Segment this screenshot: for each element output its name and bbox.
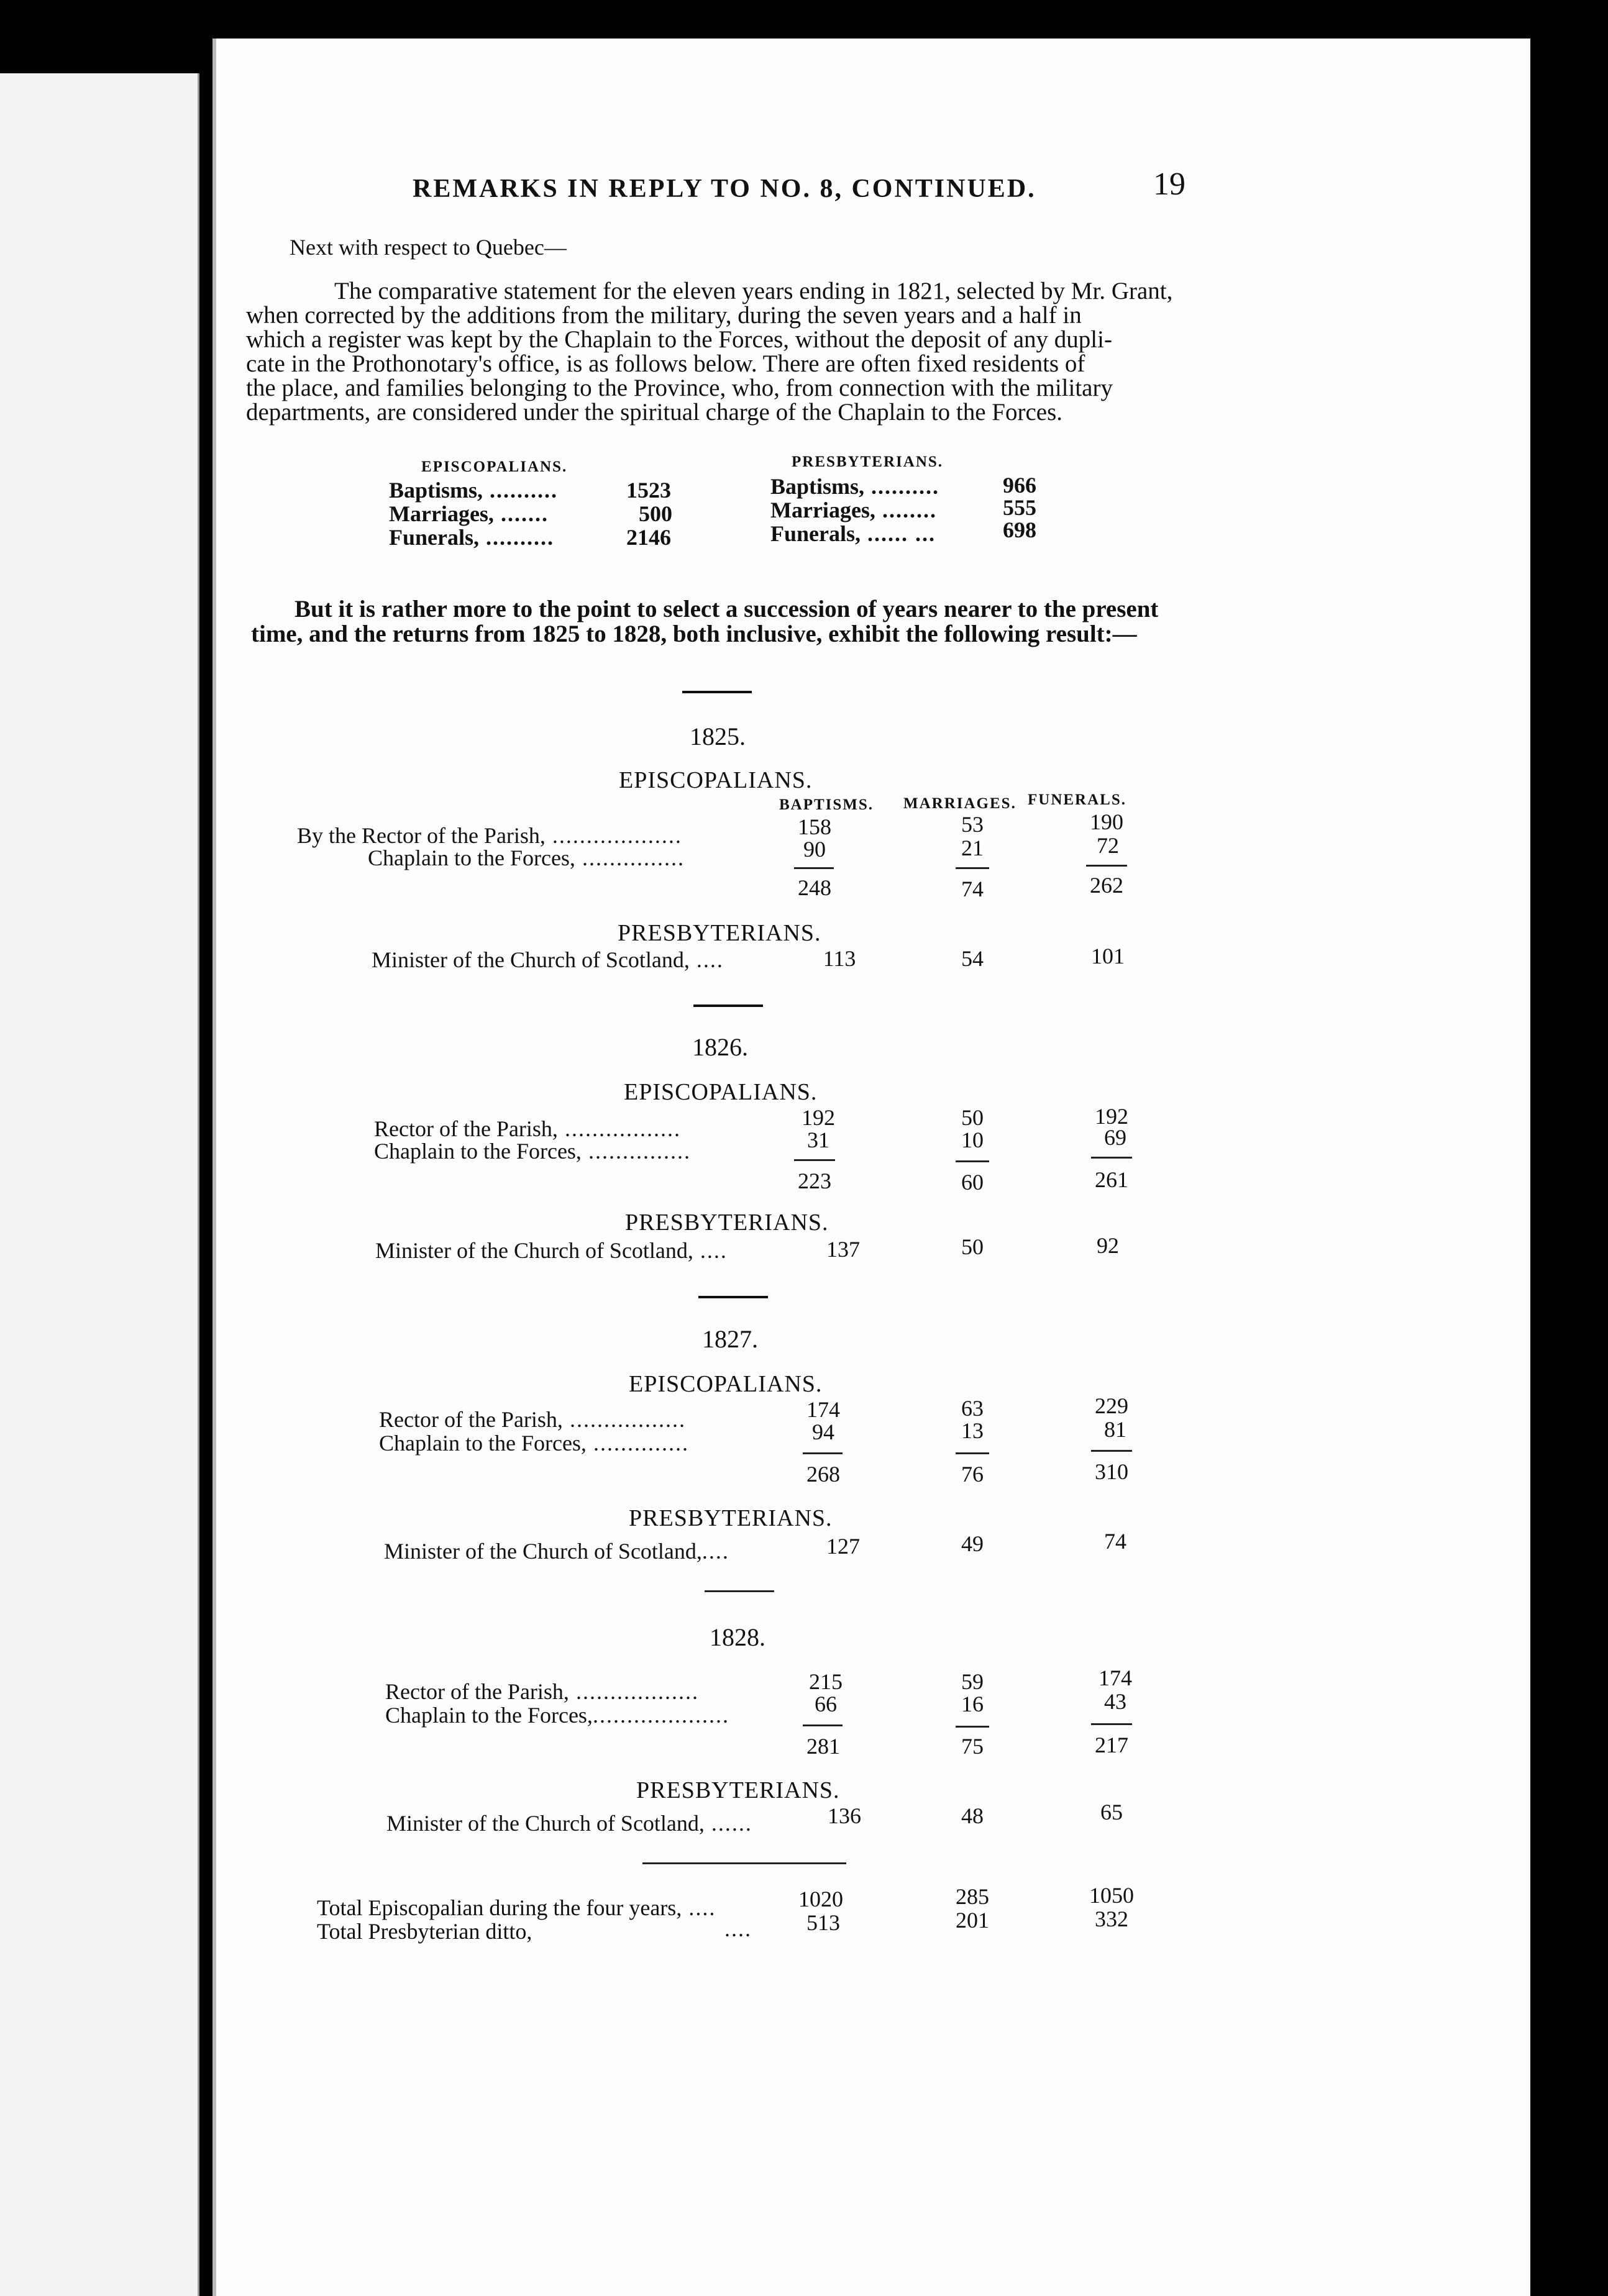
- grand-total-marriages: 201: [956, 1908, 989, 1933]
- funerals-value: 92: [1097, 1233, 1119, 1258]
- funerals-value: 65: [1100, 1800, 1123, 1824]
- paragraph-line: time, and the returns from 1825 to 1828, both inclusive, exhibit the following result:—: [251, 621, 1137, 647]
- paragraph-line: when corrected by the additions from the military, during the seven years and a half in: [246, 302, 1082, 329]
- summary-pres-value: 555: [1003, 495, 1036, 520]
- row-label: By the Rector of the Parish, ...................: [297, 823, 682, 848]
- row-label: Chaplain to the Forces, ...............: [368, 845, 685, 870]
- baptisms-value: 158: [798, 814, 831, 839]
- summary-label: Marriages, ........: [770, 498, 937, 522]
- row-label: Chaplain to the Forces,....................: [385, 1703, 729, 1728]
- sum-rule: [803, 1724, 843, 1726]
- grand-total-baptisms: 1020: [798, 1887, 843, 1911]
- sum-rule: [794, 867, 834, 869]
- marriages-value: 13: [961, 1418, 984, 1443]
- funerals-total: 217: [1095, 1733, 1128, 1757]
- baptisms-value: 94: [812, 1419, 834, 1444]
- funerals-total: 261: [1095, 1167, 1128, 1192]
- baptisms-total: 248: [798, 875, 831, 900]
- episcopalians-heading: EPISCOPALIANS.: [619, 767, 813, 793]
- baptisms-value: 66: [815, 1692, 837, 1716]
- marriages-value: 63: [961, 1396, 984, 1421]
- funerals-value: 192: [1095, 1104, 1128, 1129]
- baptisms-value: 192: [802, 1105, 835, 1130]
- funerals-value: 229: [1095, 1393, 1128, 1418]
- funerals-value: 74: [1104, 1529, 1126, 1554]
- episcopalians-heading: EPISCOPALIANS.: [624, 1079, 818, 1105]
- intro-line: Next with respect to Quebec—: [290, 235, 567, 260]
- divider: [705, 1590, 774, 1592]
- paragraph-line: the place, and families belonging to the Province, who, from connection with the military: [246, 375, 1113, 401]
- grand-total-funerals: 1050: [1089, 1883, 1134, 1908]
- baptisms-value: 136: [828, 1803, 861, 1828]
- col-marriages: MARRIAGES.: [903, 795, 1016, 812]
- paragraph-line: which a register was kept by the Chaplain to the Forces, without the deposit of any dupli-: [246, 326, 1112, 353]
- sum-rule: [803, 1452, 843, 1454]
- summary-epi-value: 1523: [626, 478, 671, 503]
- divider-long: [642, 1862, 846, 1864]
- summary-label: Baptisms, ..........: [389, 478, 559, 503]
- summary-epi-value: 500: [639, 501, 672, 526]
- paragraph-line: The comparative statement for the eleven years ending in 1821, selected by Mr. Grant,: [334, 278, 1173, 304]
- grand-total-funerals: 332: [1095, 1906, 1128, 1931]
- summary-label: Marriages, .......: [389, 501, 549, 526]
- running-head: REMARKS IN REPLY TO NO. 8, CONTINUED.: [413, 175, 1036, 203]
- baptisms-total: 281: [806, 1734, 840, 1759]
- funerals-value: 72: [1097, 833, 1119, 858]
- sum-rule: [956, 1452, 989, 1454]
- paragraph-line: cate in the Prothonotary's office, is as follows below. There are often fixed residents of: [246, 350, 1085, 377]
- row-label: Minister of the Church of Scotland, ....: [375, 1238, 728, 1263]
- marriages-value: 48: [961, 1803, 984, 1828]
- marriages-value: 50: [961, 1105, 984, 1130]
- grand-total-marriages: 285: [956, 1884, 989, 1909]
- grand-total-label: Total Episcopalian during the four years, ....: [317, 1895, 716, 1920]
- row-label: Chaplain to the Forces, ..............: [379, 1431, 689, 1456]
- row-label: Minister of the Church of Scotland,....: [384, 1539, 729, 1564]
- marriages-value: 50: [961, 1234, 984, 1259]
- funerals-value: 69: [1104, 1125, 1126, 1150]
- presbyterians-heading: PRESBYTERIANS.: [636, 1777, 840, 1803]
- sum-rule: [1086, 865, 1127, 867]
- summary-presbyterians-head: PRESBYTERIANS.: [792, 453, 944, 470]
- funerals-value: 81: [1104, 1417, 1126, 1442]
- baptisms-value: 90: [803, 837, 826, 862]
- funerals-value: 101: [1091, 944, 1125, 968]
- summary-epi-value: 2146: [626, 525, 671, 550]
- year-heading: 1825.: [690, 722, 746, 750]
- funerals-total: 310: [1095, 1459, 1128, 1484]
- marriages-total: 75: [961, 1734, 984, 1759]
- marriages-value: 49: [961, 1531, 984, 1556]
- marriages-total: 76: [961, 1462, 984, 1487]
- funerals-value: 43: [1104, 1689, 1126, 1714]
- year-heading: 1828.: [710, 1623, 765, 1651]
- presbyterians-heading: PRESBYTERIANS.: [618, 920, 821, 946]
- grand-total-label: Total Presbyterian ditto,: [317, 1919, 532, 1944]
- row-label: Chaplain to the Forces, ...............: [374, 1139, 691, 1164]
- episcopalians-heading: EPISCOPALIANS.: [629, 1371, 823, 1397]
- year-heading: 1826.: [692, 1033, 748, 1061]
- divider: [682, 691, 752, 693]
- marriages-value: 59: [961, 1669, 984, 1694]
- paragraph-line: departments, are considered under the spiritual charge of the Chaplain to the Forces.: [246, 399, 1063, 426]
- summary-episcopalians-head: EPISCOPALIANS.: [421, 458, 568, 475]
- marriages-value: 54: [961, 946, 984, 971]
- col-funerals: FUNERALS.: [1028, 791, 1126, 808]
- page-number: 19: [1153, 166, 1185, 202]
- year-heading: 1827.: [702, 1325, 758, 1353]
- row-label: Minister of the Church of Scotland, ....: [372, 947, 724, 972]
- funerals-total: 262: [1090, 873, 1123, 898]
- divider: [693, 1004, 763, 1007]
- baptisms-value: 174: [806, 1397, 840, 1422]
- marriages-total: 60: [961, 1170, 984, 1195]
- sum-rule: [956, 1160, 989, 1162]
- summary-label: Funerals, ..........: [389, 525, 555, 550]
- funerals-value: 174: [1099, 1665, 1132, 1690]
- presbyterians-heading: PRESBYTERIANS.: [625, 1210, 829, 1236]
- summary-label: Funerals, ...... ...: [770, 521, 936, 546]
- funerals-value: 190: [1090, 809, 1123, 834]
- marriages-value: 16: [961, 1692, 984, 1716]
- baptisms-value: 215: [809, 1669, 843, 1694]
- baptisms-value: 31: [807, 1128, 829, 1152]
- leader-dots: ....: [724, 1916, 752, 1941]
- sum-rule: [1091, 1157, 1132, 1159]
- marriages-value: 53: [961, 812, 984, 837]
- row-label: Rector of the Parish, .................: [374, 1116, 681, 1141]
- facing-page-edge: [0, 73, 199, 2296]
- grand-total-baptisms: 513: [806, 1910, 840, 1935]
- row-label: Minister of the Church of Scotland, ......: [386, 1811, 752, 1836]
- sum-rule: [956, 867, 989, 869]
- summary-label: Baptisms, ..........: [770, 474, 940, 499]
- baptisms-total: 223: [798, 1168, 831, 1193]
- sum-rule: [1091, 1450, 1132, 1452]
- marriages-value: 10: [961, 1128, 984, 1152]
- baptisms-value: 113: [823, 946, 856, 971]
- sum-rule: [794, 1159, 835, 1161]
- row-label: Rector of the Parish, .................: [379, 1407, 686, 1432]
- summary-pres-value: 698: [1003, 517, 1036, 542]
- presbyterians-heading: PRESBYTERIANS.: [629, 1505, 833, 1531]
- col-baptisms: BAPTISMS.: [779, 796, 874, 813]
- sum-rule: [956, 1726, 989, 1728]
- sum-rule: [1091, 1723, 1132, 1725]
- paragraph-line: But it is rather more to the point to select a succession of years nearer to the present: [295, 596, 1159, 622]
- row-label: Rector of the Parish, ..................: [385, 1679, 699, 1704]
- baptisms-total: 268: [806, 1462, 840, 1487]
- baptisms-value: 137: [826, 1237, 860, 1262]
- marriages-value: 21: [961, 836, 984, 860]
- divider: [698, 1296, 768, 1298]
- baptisms-value: 127: [826, 1534, 860, 1559]
- marriages-total: 74: [961, 877, 984, 901]
- summary-pres-value: 966: [1003, 473, 1036, 498]
- document-page: [212, 39, 1530, 2296]
